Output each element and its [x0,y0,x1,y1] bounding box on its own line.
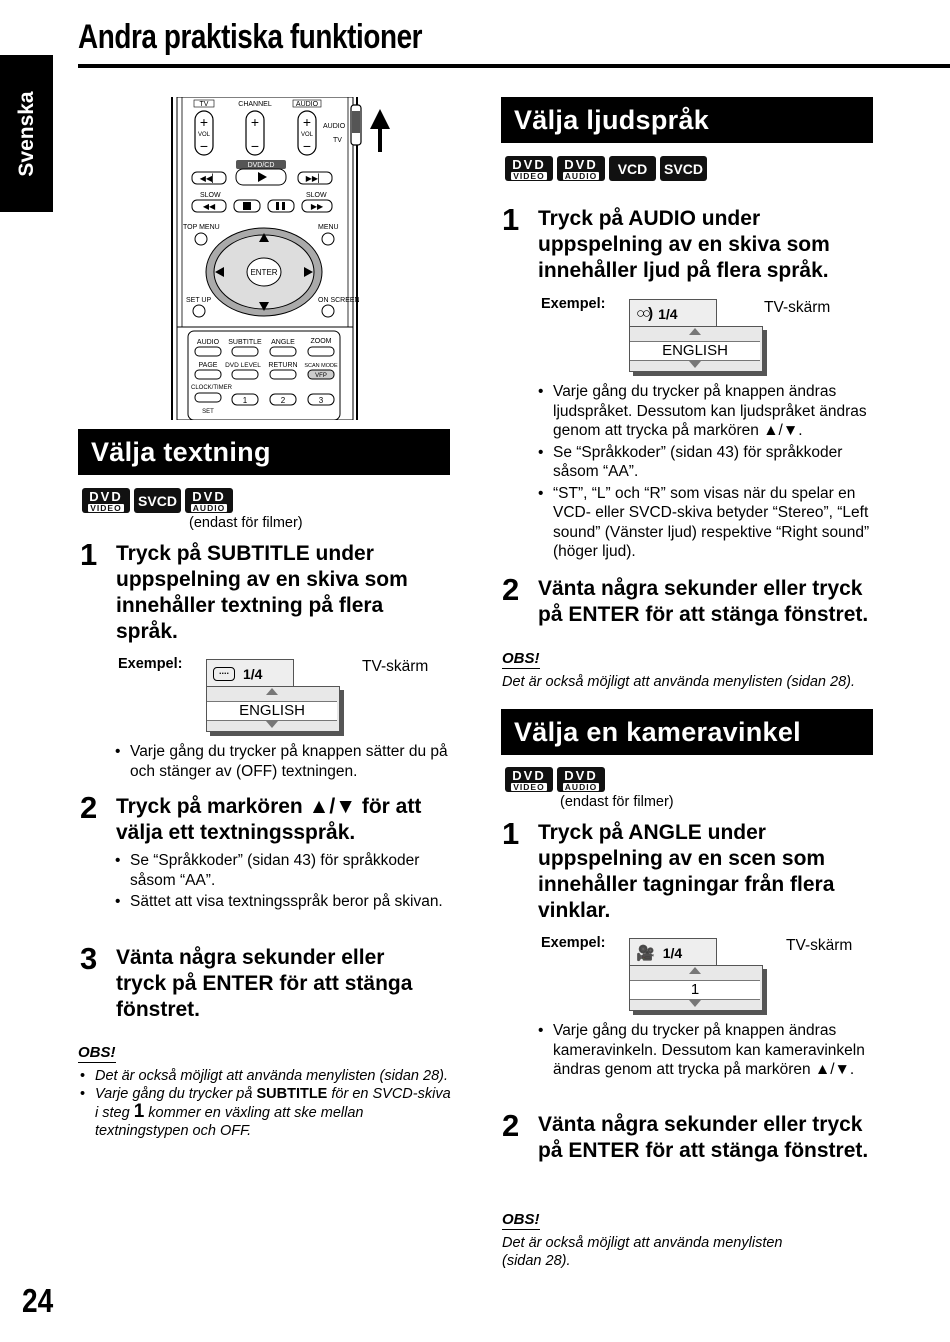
remote-vfp-label: VFP [315,373,327,379]
disc-badges-angle [505,767,605,792]
remote-enter-label: ENTER [250,268,278,277]
remote-setup-label: SET UP [186,297,212,304]
step2-bullets: • Se “Språkkoder” (sidan 43) för språkkoder såsom “AA”. • Sättet att visa textningsspråk beror på skivan. [115,851,455,914]
tv-screen-label: TV-skärm [362,658,429,675]
remote-key-1: 1 [242,396,248,405]
dvd-audio-badge: DVD AUDIO [185,488,233,513]
dvd-video-badge: DVD VIDEO [82,488,130,513]
remote-dvdcd-label: DVD/CD [247,162,275,169]
svg-text:▶▶▏: ▶▶▏ [305,174,325,183]
step1-bullets: • Varje gång du trycker på knappen sätter du på och stänger av (OFF) textningen. [115,742,455,783]
osd-down-arrow-icon [689,361,701,368]
disc-badges-audio [505,156,707,181]
page-number: 24 [22,1282,54,1319]
audio-bullets: • Varje gång du trycker på knappen ändras ljudspråket. Dessutom kan ljudspråket ändras genom att trycka på markören ▲/▼. • Se “Språkkoder” (sidan 43) för språkkoder såsom “AA”. • “ST”, “L” och “R” som visas när du spelar en VCD- eller SVCD-skiva betyder “Stereo”, “Left sound” (Vänster ljud) respektive “Right sound” (höger ljud). [538,382,883,564]
svg-text:◀◀▏: ◀◀▏ [199,174,219,183]
svg-text:▶▶: ▶▶ [310,202,324,211]
svg-text:−: − [250,138,260,154]
subtitle-icon: .... [213,667,235,681]
step-1: 1 Tryck på ANGLE under uppspelning av en scen som innehåller tagningar från flera vinklar. [502,816,835,922]
remote-menu-label: MENU [318,224,339,231]
camera-angle-icon: 🎥 [636,944,655,962]
svg-text:◀◀: ◀◀ [202,202,216,211]
remote-control-illustration [170,97,400,420]
badge-note: (endast för filmer) [189,515,303,531]
example-label: Exempel: [118,656,183,672]
remote-key-2: 2 [280,396,286,405]
svcd-badge: SVCD [660,156,707,181]
osd-up-arrow-icon [689,967,701,974]
remote-audio-side-label: AUDIO [323,123,346,130]
badge-note: (endast för filmer) [560,794,674,810]
obs-note: Det är också möjligt att använda menylisten (sidan 28). [502,1235,783,1269]
remote-channel-label: CHANNEL [238,101,272,108]
tv-screen-label: TV-skärm [764,299,831,316]
language-tab-label: Svenska [14,90,38,177]
dvd-video-badge: DVD VIDEO [505,156,553,181]
svg-text:+: + [250,114,260,130]
remote-tv-side-label: TV [333,137,342,144]
osd-audio-display: ○○) 1/4 ENGLISH [629,299,769,379]
section-heading-audio: Välja ljudspråk [501,97,873,143]
osd-up-arrow-icon [689,328,701,335]
remote-control-icon [170,97,400,420]
obs-heading: OBS! [502,1211,540,1228]
osd-angle-display: 🎥 1/4 1 [629,938,769,1018]
obs-heading: OBS! [78,1044,116,1061]
tv-screen-label: TV-skärm [786,937,853,954]
remote-audio-label: AUDIO [196,339,220,346]
remote-page-label: PAGE [198,362,218,369]
dvd-video-badge: DVD VIDEO [505,767,553,792]
remote-clocktimer-label: CLOCK/TIMER [191,385,233,391]
remote-scanmode-label: SCAN MODE [304,363,338,369]
remote-dvdlevel-label: DVD LEVEL [225,362,261,369]
remote-key-3: 3 [318,396,324,405]
section-heading-subtitle: Välja textning [78,429,450,475]
step-3: 3 Vänta några sekunder eller tryck på ENTER för att stänga fönstret. [80,941,413,1021]
step-2: 2 Tryck på markören ▲/▼ för att välja ett textningsspråk. [80,790,422,844]
page-title: Andra praktiska funktioner [78,18,423,56]
osd-down-arrow-icon [689,1000,701,1007]
osd-down-arrow-icon [266,721,278,728]
svg-text:−: − [302,138,312,154]
remote-subtitle-label: SUBTITLE [228,339,262,346]
remote-vol-label-2: VOL [300,132,314,138]
title-rule [78,64,950,68]
svg-text:+: + [199,114,209,130]
step-2: 2 Vänta några sekunder eller tryck på ENTER för att stänga fönstret. [502,572,869,626]
remote-angle-label: ANGLE [271,339,295,346]
step-1: 1 Tryck på AUDIO under uppspelning av en skiva som innehåller ljud på flera språk. [502,202,830,282]
remote-audio-top-label: AUDIO [295,101,319,108]
section-heading-angle: Välja en kameravinkel [501,709,873,755]
osd-subtitle-display: .... 1/4 ENGLISH [206,659,346,739]
remote-set-label: SET [202,409,214,415]
step-1: 1 Tryck på SUBTITLE under uppspelning av en skiva som innehåller textning på flera språk. [80,537,408,643]
audio-icon: ○○) [636,305,651,322]
svcd-badge: SVCD [134,488,181,513]
remote-slow-label-2: SLOW [306,192,327,199]
disc-badges-subtitle [82,488,233,513]
language-tab [0,55,53,212]
vcd-badge: VCD [609,156,656,181]
svg-text:−: − [199,138,209,154]
remote-return-label: RETURN [268,362,298,369]
dvd-audio-badge: DVD AUDIO [557,767,605,792]
example-label: Exempel: [541,296,606,312]
step-2: 2 Vänta några sekunder eller tryck på ENTER för att stänga fönstret. [502,1108,869,1162]
remote-onscreen-label: ON SCREEN [318,297,360,304]
remote-vol-label-1: VOL [197,132,211,138]
obs-heading: OBS! [502,650,540,667]
svg-text:+: + [302,114,312,130]
remote-zoom-label: ZOOM [310,338,332,345]
example-label: Exempel: [541,935,606,951]
osd-up-arrow-icon [266,688,278,695]
angle-bullets: • Varje gång du trycker på knappen ändras kameravinkeln. Dessutom kan kameravinkeln ändras genom att trycka på markören ▲/▼. [538,1021,883,1082]
remote-topmenu-label: TOP MENU [183,224,220,231]
remote-tv-label: TV [199,101,209,108]
obs-notes: • Det är också möjligt att använda menylisten (sidan 28). • Varje gång du trycker på SUBTITLE för en SVCD-skiva i steg 1 kommer en växling att ske mellan textningstypen och OFF. [80,1067,455,1140]
dvd-audio-badge: DVD AUDIO [557,156,605,181]
obs-note: Det är också möjligt att använda menylisten (sidan 28). [502,674,856,690]
remote-slow-label-1: SLOW [200,192,221,199]
